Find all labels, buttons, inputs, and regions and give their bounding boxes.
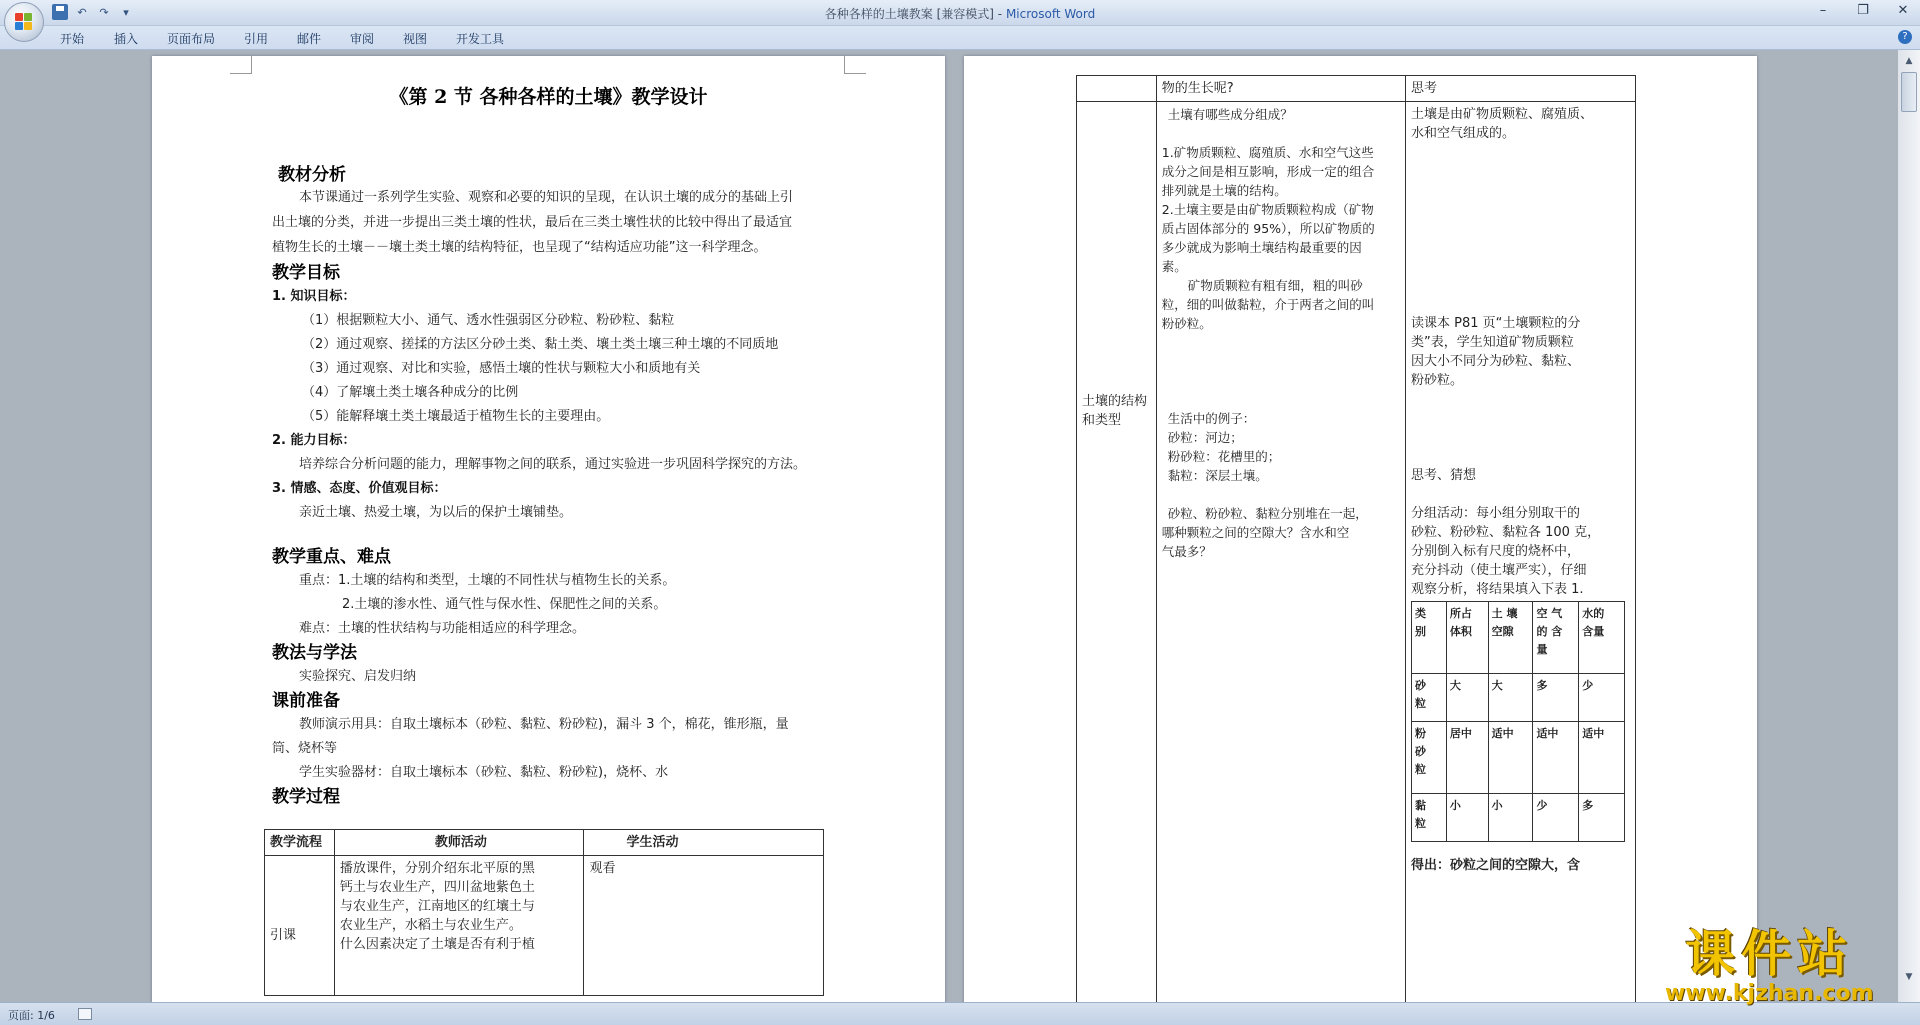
cell-line: 粒，细的叫做黏粒，介于两者之间的叫	[1161, 297, 1375, 312]
cell-line: 与农业生产，江南地区的红壤土与	[339, 899, 535, 914]
cell-line: 土壤是由矿物质颗粒、腐殖质、	[1411, 107, 1594, 122]
cell-line: 1.矿物质颗粒、腐殖质、水和空气这些	[1161, 145, 1374, 160]
heading-material-analysis: 教材分析	[278, 165, 346, 185]
cell-line: 得出：砂粒之间的空隙大，含	[1411, 858, 1581, 873]
ribbon-tabs	[0, 26, 1920, 50]
table-cell: 多	[1579, 794, 1625, 842]
table-cell: 大	[1488, 674, 1533, 722]
table-cell	[334, 856, 584, 996]
example-line: 砂粒：河边；	[1167, 430, 1243, 445]
paragraph-line: 植物生长的土壤－－壤土类土壤的结构特征，也呈现了“结构适应功能”这一科学理念。	[272, 240, 767, 255]
goal-item: （3）通过观察、对比和实验，感悟土壤的性状与颗粒大小和质地有关	[302, 361, 701, 376]
table-header-cell: 教师活动	[334, 830, 584, 856]
cell-line: 因大小不同分为砂粒、黏粒、	[1411, 354, 1581, 369]
table-header-cell: 教学流程	[265, 830, 335, 856]
scroll-up-icon[interactable]: ▲	[1905, 56, 1913, 66]
goal-item: （4）了解壤土类土壤各种成分的比例	[302, 385, 519, 400]
table-row	[265, 856, 824, 996]
close-button[interactable]: ✕	[1897, 3, 1909, 18]
cell-line: 多少就成为影响土壤结构最重要的因	[1161, 240, 1362, 255]
cell-line: 水和空气组成的。	[1411, 126, 1516, 141]
cell-line: 矿物质颗粒有粗有细，粗的叫砂	[1187, 278, 1363, 293]
cell-line: 读课本 P81 页“土壤颗粒的分	[1411, 316, 1581, 331]
question-line: 气最多？	[1161, 544, 1212, 559]
tab-view[interactable]: 视图	[403, 32, 428, 46]
preparation-line: 教师演示用具：自取土壤标本（砂粒、黏粒、粉砂粒)，漏斗 3 个，棉花，锥形瓶，量	[299, 717, 789, 732]
key-point-line: 重点：1.土壤的结构和类型，土壤的不同性状与植物生长的关系。	[299, 573, 676, 588]
document-page-1	[152, 56, 945, 1002]
cell-line: 充分抖动（使土壤严实），仔细	[1411, 563, 1587, 578]
table-header-cell: 学生活动	[584, 830, 824, 856]
subheading-ability-goal: 2. 能力目标：	[272, 433, 356, 448]
table-header-cell: 水的 含量	[1579, 602, 1625, 674]
heading-preparation: 课前准备	[272, 691, 340, 711]
question-line: 哪种颗粒之间的空隙大？含水和空	[1161, 525, 1350, 540]
subheading-knowledge-goal: 1. 知识目标：	[272, 289, 356, 304]
table-header-cell: 所占 体积	[1446, 602, 1488, 674]
table-header-row	[265, 830, 824, 856]
goal-item: （5）能解释壤土类土壤最适于植物生长的主要理由。	[302, 409, 610, 424]
table-cell	[1077, 76, 1157, 102]
table-cell: 观看	[584, 856, 824, 996]
table-cell: 引课	[265, 856, 335, 996]
table-row	[1077, 76, 1636, 102]
table-cell: 适中	[1488, 722, 1533, 794]
cell-line: 播放课件，分别介绍东北平原的黑	[339, 861, 535, 876]
example-line: 生活中的例子：	[1167, 411, 1256, 426]
cell-line: 砂粒、粉砂粒、黏粒各 100 克，	[1411, 525, 1601, 540]
question-line: 土壤有哪些成分组成？	[1167, 107, 1293, 122]
process-table	[264, 829, 824, 996]
minimize-button[interactable]: –	[1819, 3, 1827, 18]
preparation-line: 学生实验器材：自取土壤标本（砂粒、黏粒、粉砂粒)，烧杯、水	[299, 765, 669, 780]
cell-line: 分组活动：每小组分别取干的	[1411, 506, 1581, 521]
table-cell: 小	[1488, 794, 1533, 842]
key-point-line: 难点：土壤的性状结构与功能相适应的科学理念。	[299, 621, 586, 636]
table-header-cell: 空 气 的 含 量	[1533, 602, 1579, 674]
office-button[interactable]	[4, 2, 44, 42]
office-logo-icon	[15, 13, 33, 31]
methods-text: 实验探究、启发归纳	[299, 669, 417, 684]
preparation-line: 筒、烧杯等	[272, 741, 338, 756]
table-cell: 大	[1446, 674, 1488, 722]
page-crop-mark	[844, 56, 866, 74]
tab-mailings[interactable]: 邮件	[297, 32, 322, 46]
document-workspace	[0, 50, 1898, 1002]
example-line: 黏粒：深层土壤。	[1167, 468, 1268, 483]
goal-item: （2）通过观察、搓揉的方法区分砂土类、黏土类、壤土类土壤三种土壤的不同质地	[302, 337, 779, 352]
key-point-line: 2.土壤的渗水性、通气性与保水性、保肥性之间的关系。	[342, 597, 667, 612]
table-row	[1412, 794, 1625, 842]
watermark-logo: 课件站 www.kjzhan.com	[1665, 925, 1874, 1006]
document-page-2	[964, 56, 1757, 1002]
process-table-continued	[1076, 75, 1636, 1002]
scroll-down-icon[interactable]: ▼	[1905, 972, 1913, 982]
table-cell: 物的生长呢?	[1156, 76, 1405, 102]
paragraph-line: 本节课通过一系列学生实验、观察和必要的知识的呈现，在认识土壤的成分的基础上引	[299, 190, 794, 205]
heading-teaching-goals: 教学目标	[272, 263, 340, 283]
paragraph-line: 出土壤的分类，并进一步提出三类土壤的性状，最后在三类土壤性状的比较中得出了最适宜	[272, 215, 793, 230]
table-cell: 适中	[1579, 722, 1625, 794]
table-cell: 适中	[1533, 722, 1579, 794]
page-count-status[interactable]: 页面: 1/6	[8, 1009, 55, 1022]
table-cell: 少	[1533, 794, 1579, 842]
subheading-attitude-goal: 3. 情感、态度、价值观目标：	[272, 481, 447, 496]
cell-line: 钙土与农业生产，四川盆地紫色土	[339, 880, 535, 895]
tab-references[interactable]: 引用	[244, 32, 269, 46]
table-header-cell: 类 别	[1412, 602, 1447, 674]
heading-process: 教学过程	[272, 787, 340, 807]
page-crop-mark	[230, 56, 252, 74]
window-controls	[1810, 2, 1916, 20]
proofing-icon[interactable]	[78, 1008, 92, 1020]
table-cell-teacher	[1156, 102, 1405, 1003]
cell-line: 什么因素决定了土壤是否有利于植	[339, 937, 535, 952]
cell-line: 粉砂粒。	[1411, 373, 1464, 388]
cell-line: 农业生产，水稻土与农业生产。	[339, 918, 522, 933]
table-header-row	[1412, 602, 1625, 674]
heading-key-points: 教学重点、难点	[272, 547, 391, 567]
help-icon[interactable]: ?	[1898, 30, 1912, 44]
cell-line: 质占固体部分的 95%），所以矿物质的	[1161, 221, 1375, 236]
question-line: 砂粒、粉砂粒、黏粒分别堆在一起，	[1167, 506, 1368, 521]
table-cell: 小	[1446, 794, 1488, 842]
tab-home[interactable]: 开始	[60, 32, 85, 46]
goal-item: （1）根据颗粒大小、通气、透水性强弱区分砂粒、粉砂粒、黏粒	[302, 313, 675, 328]
document-title: 《第 2 节 各种各样的土壤》教学设计	[389, 86, 708, 108]
table-cell: 黏 粒	[1412, 794, 1447, 842]
cell-line: 2.土壤主要是由矿物质颗粒构成（矿物	[1161, 202, 1374, 217]
status-bar	[0, 1002, 1920, 1025]
table-header-cell: 土 壤 空隙	[1488, 602, 1533, 674]
cell-line: 粉砂粒。	[1161, 316, 1212, 331]
table-cell-topic: 土壤的结构和类型	[1077, 102, 1157, 1003]
cell-line: 思考、猜想	[1411, 468, 1477, 483]
cell-line: 观察分析，将结果填入下表 1.	[1411, 582, 1584, 597]
table-cell: 砂 粒	[1412, 674, 1447, 722]
tab-review[interactable]: 审阅	[350, 32, 375, 46]
table-cell: 少	[1579, 674, 1625, 722]
scrollbar-thumb[interactable]	[1901, 72, 1917, 112]
cell-line: 类”表，学生知道矿物质颗粒	[1411, 335, 1574, 350]
table-row	[1412, 674, 1625, 722]
window-title: 各种各样的土壤教案 [兼容模式] - Microsoft Word	[824, 7, 1096, 21]
table-cell: 多	[1533, 674, 1579, 722]
tab-page-layout[interactable]: 页面布局	[167, 32, 216, 46]
table-cell: 粉 砂 粒	[1412, 722, 1447, 794]
cell-line: 分别倒入标有尺度的烧杯中，	[1411, 544, 1581, 559]
heading-methods: 教法与学法	[272, 643, 357, 663]
goal-text: 亲近土壤、热爱土壤，为以后的保护土壤铺垫。	[299, 505, 573, 520]
tab-developer[interactable]: 开发工具	[456, 32, 505, 46]
title-bar	[0, 0, 1920, 26]
redo-icon[interactable]: ↷	[99, 5, 109, 19]
table-cell: 思考	[1406, 76, 1636, 102]
cell-line: 素。	[1161, 259, 1187, 274]
cell-line: 成分之间是相互影响，形成一定的组合	[1161, 164, 1375, 179]
maximize-button[interactable]: ❐	[1857, 3, 1869, 18]
example-line: 粉砂粒：花槽里的；	[1167, 449, 1281, 464]
table-row	[1412, 722, 1625, 794]
table-cell-student	[1406, 102, 1636, 1003]
undo-icon[interactable]: ↶	[77, 5, 87, 19]
table-row	[1077, 102, 1636, 1003]
vertical-scrollbar[interactable]	[1898, 50, 1920, 1002]
soil-comparison-table	[1411, 601, 1625, 842]
cell-line: 排列就是土壤的结构。	[1161, 183, 1287, 198]
table-cell: 居中	[1446, 722, 1488, 794]
customize-qat-icon[interactable]: ▾	[123, 5, 129, 19]
goal-text: 培养综合分析问题的能力，理解事物之间的联系，通过实验进一步巩固科学探究的方法。	[299, 457, 807, 472]
tab-insert[interactable]: 插入	[114, 32, 139, 46]
